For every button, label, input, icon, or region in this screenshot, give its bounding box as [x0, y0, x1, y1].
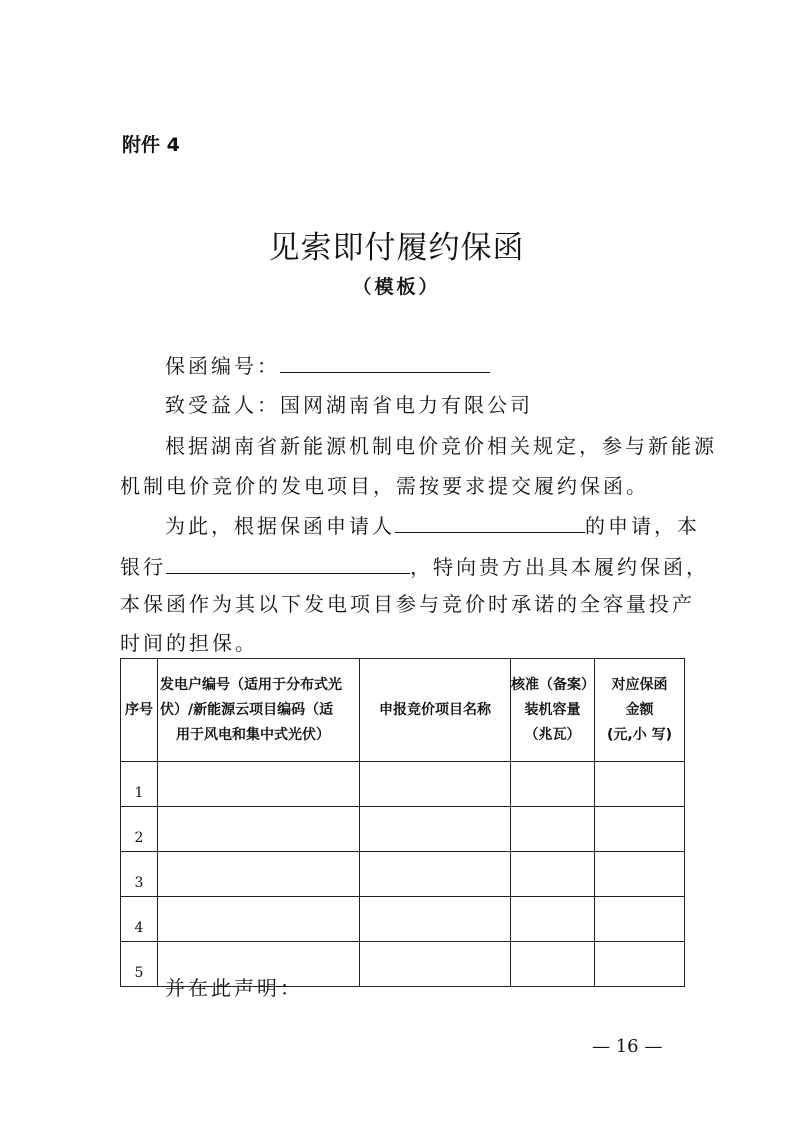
cell-amount[interactable] — [595, 807, 685, 852]
cell-amount[interactable] — [595, 942, 685, 987]
header-amount — [595, 659, 685, 762]
cell-project-code[interactable] — [158, 762, 360, 807]
row-number: 5 — [121, 942, 158, 987]
cell-amount[interactable] — [595, 852, 685, 897]
bank-suffix: ，特向贵方出具本履约保函， — [410, 555, 709, 579]
page-number: — 16 — — [592, 1036, 663, 1057]
cell-amount[interactable] — [595, 762, 685, 807]
bank-blank[interactable] — [166, 553, 410, 574]
table-row — [121, 807, 685, 852]
cell-project-code[interactable] — [158, 807, 360, 852]
header-code-line2: 伏）/新能源云项目编码（适 — [160, 701, 334, 718]
header-code-line1: 发电户编号（适用于分布式光 — [160, 676, 342, 693]
guarantee-number-blank[interactable] — [280, 352, 490, 373]
cell-project-name[interactable] — [360, 897, 511, 942]
header-amt-line2: 金额 — [625, 701, 654, 718]
paragraph1-line2: 机制电价竞价的发电项目，需按要求提交履约保函。 — [120, 474, 649, 498]
row-number: 2 — [121, 807, 158, 852]
header-project-code — [158, 659, 360, 762]
cell-amount[interactable] — [595, 897, 685, 942]
cell-capacity[interactable] — [511, 942, 595, 987]
cell-project-name[interactable] — [360, 942, 511, 987]
applicant-label: 为此，根据保函申请人 — [165, 514, 395, 538]
applicant-suffix: 的申请，本 — [585, 514, 700, 538]
table-row — [121, 762, 685, 807]
paragraph1-line1: 根据湖南省新能源机制电价竞价相关规定，参与新能源 — [165, 434, 717, 458]
table-row — [121, 852, 685, 897]
document-title: 见索即付履约保函 — [268, 230, 525, 266]
cell-capacity[interactable] — [511, 807, 595, 852]
header-cap-line3: （兆瓦） — [524, 726, 581, 743]
guarantee-number-line — [165, 352, 490, 378]
paragraph2-line1 — [165, 512, 700, 538]
cell-project-name[interactable] — [360, 852, 511, 897]
project-table — [120, 658, 685, 987]
attachment-label: 附件 4 — [122, 134, 180, 156]
applicant-blank[interactable] — [395, 512, 585, 533]
table-row — [121, 897, 685, 942]
table-header-row — [121, 659, 685, 762]
document-subtitle: （模板） — [352, 276, 441, 298]
cell-project-code[interactable] — [158, 852, 360, 897]
header-cap-line2: 装机容量 — [524, 701, 581, 718]
row-number: 4 — [121, 897, 158, 942]
cell-project-code[interactable] — [158, 897, 360, 942]
cell-project-name[interactable] — [360, 762, 511, 807]
declaration-line: 并在此声明： — [165, 976, 303, 1000]
header-amt-line1: 对应保函 — [611, 676, 668, 693]
header-amt-line3: (元,小 写) — [607, 726, 672, 743]
cell-capacity[interactable] — [511, 897, 595, 942]
cell-capacity[interactable] — [511, 852, 595, 897]
row-number: 1 — [121, 762, 158, 807]
bank-label: 银行 — [120, 555, 166, 579]
cell-capacity[interactable] — [511, 762, 595, 807]
header-capacity — [511, 659, 595, 762]
paragraph2-line3: 本保函作为其以下发电项目参与竞价时承诺的全容量投产 — [120, 592, 695, 616]
header-cap-line1: 核准（备案） — [511, 676, 595, 693]
guarantee-number-label: 保函编号： — [165, 354, 280, 378]
header-seq: 序号 — [121, 659, 158, 762]
beneficiary-line: 致受益人：国网湖南省电力有限公司 — [165, 393, 533, 417]
cell-project-name[interactable] — [360, 807, 511, 852]
paragraph2-line4: 时间的担保。 — [120, 631, 258, 655]
header-code-line3: 用于风电和集中式光伏） — [176, 726, 330, 743]
row-number: 3 — [121, 852, 158, 897]
header-project-name: 申报竞价项目名称 — [360, 659, 511, 762]
paragraph2-line2 — [120, 553, 709, 579]
